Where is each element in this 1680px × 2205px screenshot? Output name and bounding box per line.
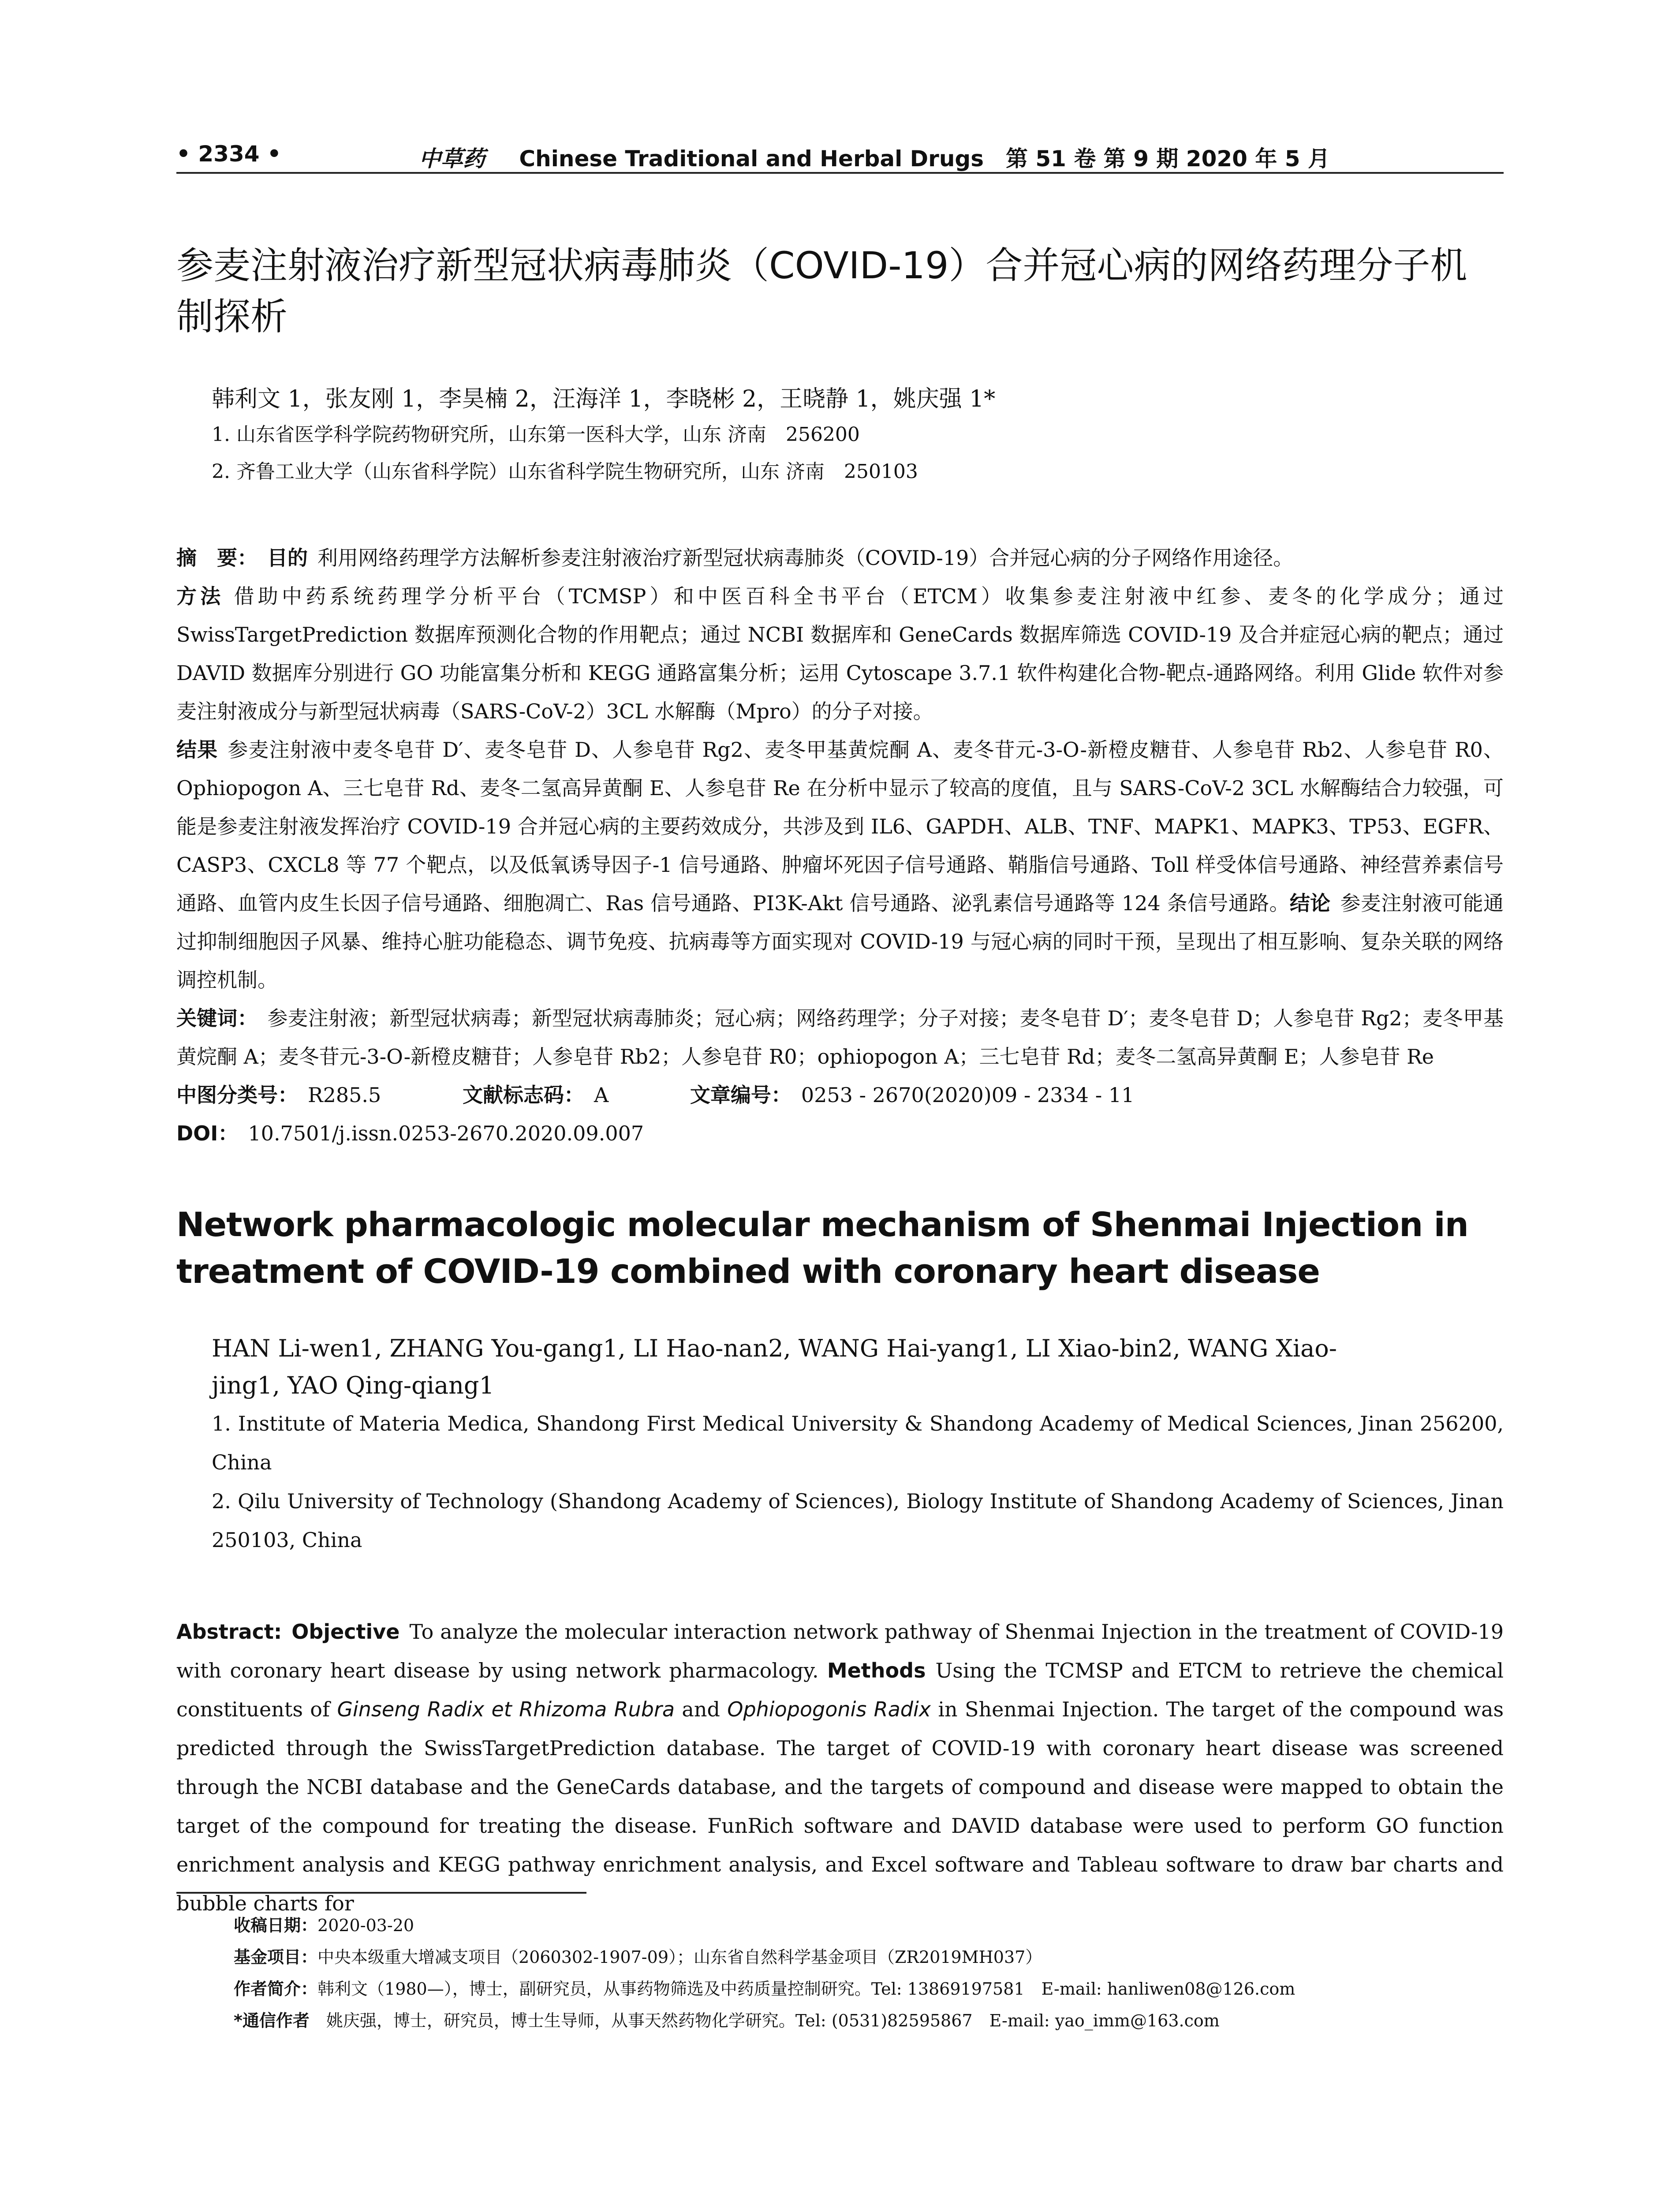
- footnote-funding-label: 基金项目：: [234, 1947, 318, 1967]
- herb-name-ginseng: Ginseng Radix et Rhizoma Rubra: [337, 1697, 675, 1721]
- title-chinese: 参麦注射液治疗新型冠状病毒肺炎（COVID-19）合并冠心病的网络药理分子机制探析: [176, 244, 1467, 338]
- abstract-english: [176, 1612, 1504, 1923]
- affiliation-en-1-number: 1.: [212, 1412, 231, 1435]
- affiliation-en-2-text: Qilu University of Technology (Shandong Academy of Sciences), Biology Institute of Shandong Academy of Sciences, Jinan 250103, China: [212, 1489, 1504, 1552]
- doi-line: [176, 1114, 1504, 1153]
- footnote-author-label: 作者简介：: [234, 1979, 318, 1999]
- abstract-en-label: Abstract:: [176, 1620, 282, 1644]
- clc-label: 中图分类号：: [176, 1083, 298, 1107]
- title-english: Network pharmacologic molecular mechanism of Shenmai Injection in treatment of COVID-19 combined with coronary heart disease: [176, 1205, 1468, 1291]
- footnotes: [234, 1910, 1504, 2037]
- methods-en-label: Methods: [827, 1659, 926, 1682]
- objective-en-label: Objective: [291, 1620, 400, 1644]
- footnote-author-text: 韩利文（1980—），博士，副研究员，从事药物筛选及中药质量控制研究。Tel: 13869197581 E-mail: hanliwen08@126.com: [317, 1979, 1295, 1999]
- methods-en-text-2: in Shenmai Injection. The target of the compound was predicted through the SwissTargetPrediction database. The target of COVID-19 with coronary heart disease was screened through the NCBI database and the GeneCards database, and the targets of compound and disease were mapped to obtain the target of the compound for treating the disease. FunRich software and DAVID database were used to perform GO function enrichment analysis and KEGG pathway enrichment analysis, and Excel software and Tableau software to draw bar charts and bubble charts for: [176, 1697, 1504, 1915]
- journal-info: [419, 141, 1330, 173]
- classification-line: [176, 1076, 1504, 1114]
- results-label: 结果: [176, 738, 218, 762]
- article-page: [176, 132, 1504, 1923]
- article-number-value: 0253 - 2670(2020)09 - 2334 - 11: [801, 1083, 1135, 1107]
- affiliation-en-1-text: Institute of Materia Medica, Shandong First Medical University & Shandong Academy of Medical Sciences, Jinan 256200, China: [212, 1412, 1504, 1474]
- journal-citation: Chinese Traditional and Herbal Drugs 第 51 卷 第 9 期 2020 年 5 月: [519, 146, 1330, 172]
- affiliation-cn-1: 1. 山东省医学科学院药物研究所，山东第一医科大学，山东 济南 256200: [212, 423, 860, 446]
- doc-code-value: A: [594, 1083, 609, 1107]
- objective-text: 利用网络药理学方法解析参麦注射液治疗新型冠状病毒肺炎（COVID-19）合并冠心病的分子网络作用途径。: [317, 546, 1294, 570]
- article-number-label: 文章编号：: [690, 1083, 791, 1107]
- conclusion-text: 参麦注射液可能通过抑制细胞因子风暴、维持心脏功能稳态、调节免疫、抗病毒等方面实现对 COVID-19 与冠心病的同时干预，呈现出了相互影响、复杂关联的网络调控机制。: [176, 891, 1504, 992]
- doi-value: 10.7501/j.issn.0253-2670.2020.09.007: [248, 1121, 644, 1145]
- footnote-received-text: 2020-03-20: [317, 1916, 414, 1935]
- running-header: [176, 132, 1504, 174]
- affiliation-en-2: [212, 1482, 1504, 1559]
- objective-label: 目的: [267, 546, 308, 570]
- clc-value: R285.5: [308, 1083, 381, 1107]
- keywords-text: 参麦注射液；新型冠状病毒；新型冠状病毒肺炎；冠心病；网络药理学；分子对接；麦冬皂苷 D′；麦冬皂苷 D；人参皂苷 Rg2；麦冬甲基黄烷酮 A；麦冬苷元-3-O-新橙皮糖苷；人参皂苷 Rb2；人参皂苷 R0；ophiopogon A；三七皂苷 Rd；麦冬二氢高异黄酮 E；人参皂苷 Re: [176, 1006, 1504, 1069]
- affiliation-en-2-number: 2.: [212, 1489, 231, 1513]
- doi-label: DOI：: [176, 1121, 239, 1145]
- keywords-label: 关键词：: [176, 1006, 258, 1030]
- methods-en-text-1: Using the TCMSP and ETCM to retrieve the chemical constituents of: [176, 1659, 1504, 1721]
- footnote-received: [234, 1910, 1504, 1941]
- herb-name-ophiopogon: Ophiopogonis Radix: [727, 1697, 931, 1721]
- conclusion-label: 结论: [1289, 891, 1331, 915]
- results-text: 参麦注射液中麦冬皂苷 D′、麦冬皂苷 D、人参皂苷 Rg2、麦冬甲基黄烷酮 A、麦冬苷元-3-O-新橙皮糖苷、人参皂苷 Rb2、人参皂苷 R0、Ophiopogon A、三七皂苷 Rd、麦冬二氢高异黄酮 E、人参皂苷 Re 在分析中显示了较高的度值，且与 SARS-CoV-2 3CL 水解酶结合力较强，可能是参麦注射液发挥治疗 COVID-19 合并冠心病的主要药效成分，共涉及到 IL6、GAPDH、ALB、TNF、MAPK1、MAPK3、TP53、EGFR、CASP3、CXCL8 等 77 个靶点，以及低氧诱导因子-1 信号通路、肿瘤坏死因子信号通路、鞘脂信号通路、Toll 样受体信号通路、神经营养素信号通路、血管内皮生长因子信号通路、细胞凋亡、Ras 信号通路、PI3K-Akt 信号通路、泌乳素信号通路等 124 条信号通路。: [176, 738, 1504, 915]
- footnote-funding: [234, 1941, 1504, 1973]
- footnote-corresponding-text: 姚庆强，博士，研究员，博士生导师，从事天然药物化学研究。Tel: (0531)82595867 E-mail: yao_imm@163.com: [326, 2011, 1220, 2030]
- footnote-divider: [176, 1892, 586, 1894]
- footnote-corresponding: [234, 2005, 1504, 2037]
- page-number: • 2334 •: [176, 141, 281, 167]
- footnote-received-label: 收稿日期：: [234, 1916, 318, 1935]
- journal-logo: 中草药: [419, 146, 485, 172]
- abstract-chinese: [176, 539, 1504, 999]
- doc-code-label: 文献标志码：: [462, 1083, 584, 1107]
- methods-label: 方法: [176, 584, 224, 608]
- affiliation-en-1: [212, 1404, 1504, 1482]
- abstract-label: 摘 要：: [176, 546, 258, 570]
- methods-text: 借助中药系统药理学分析平台（TCMSP）和中医百科全书平台（ETCM）收集参麦注射液中红参、麦冬的化学成分；通过 SwissTargetPrediction 数据库预测化合物的作用靶点；通过 NCBI 数据库和 GeneCards 数据库筛选 COVID-19 及合并症冠心病的靶点；通过 DAVID 数据库分别进行 GO 功能富集分析和 KEGG 通路富集分析；运用 Cytoscape 3.7.1 软件构建化合物-靶点-通路网络。利用 Glide 软件对参麦注射液成分与新型冠状病毒（SARS-CoV-2）3CL 水解酶（Mpro）的分子对接。: [176, 584, 1504, 723]
- and-word: and: [682, 1697, 720, 1721]
- footnote-author: [234, 1973, 1504, 2005]
- authors-chinese: 韩利文 1，张友刚 1，李昊楠 2，汪海洋 1，李晓彬 2，王晓静 1，姚庆强 1*: [212, 386, 996, 412]
- footnote-corresponding-label: *通信作者: [234, 2011, 310, 2030]
- footnote-funding-text: 中央本级重大增减支项目（2060302-1907-09）；山东省自然科学基金项目（ZR2019MH037）: [317, 1947, 1042, 1967]
- objective-en-text: To analyze the molecular interaction network pathway of Shenmai Injection in the treatment of COVID-19 with coronary heart disease by using network pharmacology.: [176, 1620, 1504, 1682]
- affiliation-cn-2: 2. 齐鲁工业大学（山东省科学院）山东省科学院生物研究所，山东 济南 250103: [212, 460, 918, 483]
- keywords-chinese: [176, 999, 1504, 1076]
- authors-english: HAN Li-wen1, ZHANG You-gang1, LI Hao-nan2, WANG Hai-yang1, LI Xiao-bin2, WANG Xiao-jing1, YAO Qing-qiang1: [212, 1334, 1337, 1399]
